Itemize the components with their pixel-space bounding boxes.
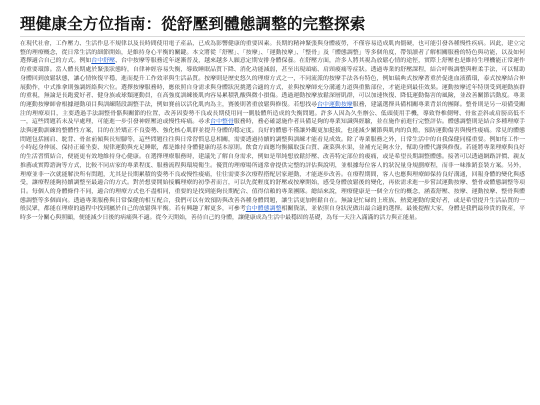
body-text: 服務，建議選擇具備相關專業背景的團隊。整骨則是另一項備受關注的理療項目，主要透過手法調整骨骼與關節的位置，改善因姿勢不良或長期使用同一側肢體所造成的失衡問題。許多人因為久坐辦公、低頭使用手機，導致脊椎側彎、骨盆歪斜或肩膀高低不一，這些問題若未及早處理，可能進一步引發神經壓迫或慢性疼痛。尋求 [20, 101, 525, 126]
article-title: 理健康全方位指南：從舒壓到體態調整的完整探索 [20, 15, 366, 33]
body-text: 在現代社會，工作壓力、生活作息不規律以及長時間使用電子產品，已成為影響健康的重要因素。長期的精神緊張與身體疲勞，不僅容易造成肌肉僵硬，也可能引發各種慢性疾病。因此，建立完整的理療概念，從日常生活的細節開始，是維持身心平衡的關鍵。本文將從「舒壓」、「按摩」、「運動按摩」、「整骨」及「體態調整」等多個角度，帶領讀者了解相關服務的特色與功能，以及如何選擇適合自己的方式。例如 [20, 41, 525, 65]
title-divider [20, 36, 525, 37]
inline-link[interactable]: 台中體態調整 [245, 206, 282, 213]
body-text: 服務時，務必確認施作者具備足夠的專業知識與經驗，並在施作前進行完整評估。體態調整則是結合多種理療手法與運動訓練的整體性方案，目的在於矯正不良姿勢、強化核心肌群並提升身體的穩定度。良好的體態不僅讓外觀更加挺拔，也能減少關節與肌肉的負擔，預防運動傷害與慢性痠痛。常見的體態問題包括圓肩、駝背、骨盆前傾與長短腳等，這些問題往往與日常習慣息息相關，需要透過持續的調整與訓練才能看見成效。除了專業服務之外，日常生活中的自我保健同樣重要。例如每工作一小時起身伸展、保持正確坐姿、規律運動與充足睡眠，都是維持身體健康的基本原則。飲食方面應均衡攝取蛋白質、蔬菜與水果，並補充足夠水分，幫助身體代謝與修復。若能將專業理療與良好的生活習慣結合，便能更有效地維持身心健康。在選擇理療服務時，建議先了解自身需求，例如是單純想放鬆紓壓、改善特定部位的痠痛，或是希望長期調整體態。接著可以透過網路評價、親友推薦或實際諮詢等方式，比較不同店家的專業程度、服務流程與環境衛生。優質的理療場所通常會提供完整的評估與說明，並根據每位客人的狀況量身規劃療程，而非一味推銷套裝方案。另外，理療並非一次就能解決所有問題，尤其是長期累積的姿勢不良或慢性痠痛，往往需要多次療程搭配居家運動，才能逐步改善。在療程期間，客人也應與理療師保持良好溝通，回報身體的變化與感受，讓療程能夠持續調整至最適合的方式。對於想要開始接觸理療的初學者而言，可以先從輕度的舒壓或按摩開始，感受身體放鬆後的變化，再依需求進一步嘗試運動按摩、整骨或體態調整等項目。每個人的身體條件不同，適合的理療方式也不盡相同，重要的是找到能夠長期配合、值得信賴的專業團隊。總結來說，理療健康是一個全方位的概念，涵蓋舒壓、按摩、運動按摩、整骨與體態調整等多個面向。透過專業服務與日常保健的相互配合，我們可以有效預防與改善各種身體問題，讓生活更加輕鬆自在。無論是忙碌的上班族、熱愛運動的愛好者，或是希望提升生活品質的一般民眾，都能在理療的過程中找到屬於自己的放鬆與平衡。若有興趣了解更多，可參考 [20, 119, 525, 213]
body-text: 相關資訊，並依照自身狀況做出最合適的選擇。最後提醒大家，身體是我們最珍貴的資產，平時多一分關心與照顧，便能減少日後的病痛與不適。從今天開始，善待自己的身體，讓健康成為生活中最穩固的基礎，為每一天注入滿滿的活力與正能量。 [20, 206, 525, 222]
body-text: 、台中按摩等服務近年逐漸普及，越來越多人願意定期安排身體保養。在舒壓方面，許多人將其視為放鬆心情的途徑，實際上舒壓也是維持生理機能正常運作的重要環節。當人體長期處於緊張狀態時，自律神經容易失衡，導致睡眠品質下降、消化功能減弱，甚至出現頭痛、肩頸痠痛等症狀。透過專業的舒壓課程，結合呼吸調整與輕柔手法，可以幫助身體回到放鬆狀態，讓心情恢復平穩，進而提升工作效率與生活品質。按摩則是歷史悠久的理療方式之一，不同流派的按摩手法各有特色，例如瑞典式按摩著重於促進血液循環，泰式按摩結合伸展動作，中式推拿則強調經絡與穴位。選擇按摩服務時，應依照自身需求與身體狀況挑選合適的方式，並與按摩師充分溝通力道與重點部位，才能達到最佳效果。運動按摩近年特別受到運動族群的重視，無論是長跑愛好者、健身族或球類運動員，在高強度訓練後肌肉容易累積乳酸與微小損傷。透過運動按摩放鬆深層肌群，可以加速恢復、降低運動傷害的風險，並改善關節活動度。專業的運動按摩師會根據運動項目與訓練階段調整手法，例如賽前以活化肌肉為主，賽後則著重放鬆與修復。若想找尋 [20, 58, 525, 108]
inline-link[interactable]: 台中運動按摩 [317, 101, 353, 108]
inline-link[interactable]: 台中舒壓 [91, 58, 116, 65]
inline-link[interactable]: 台中整骨 [210, 119, 234, 126]
article-body [20, 40, 525, 402]
